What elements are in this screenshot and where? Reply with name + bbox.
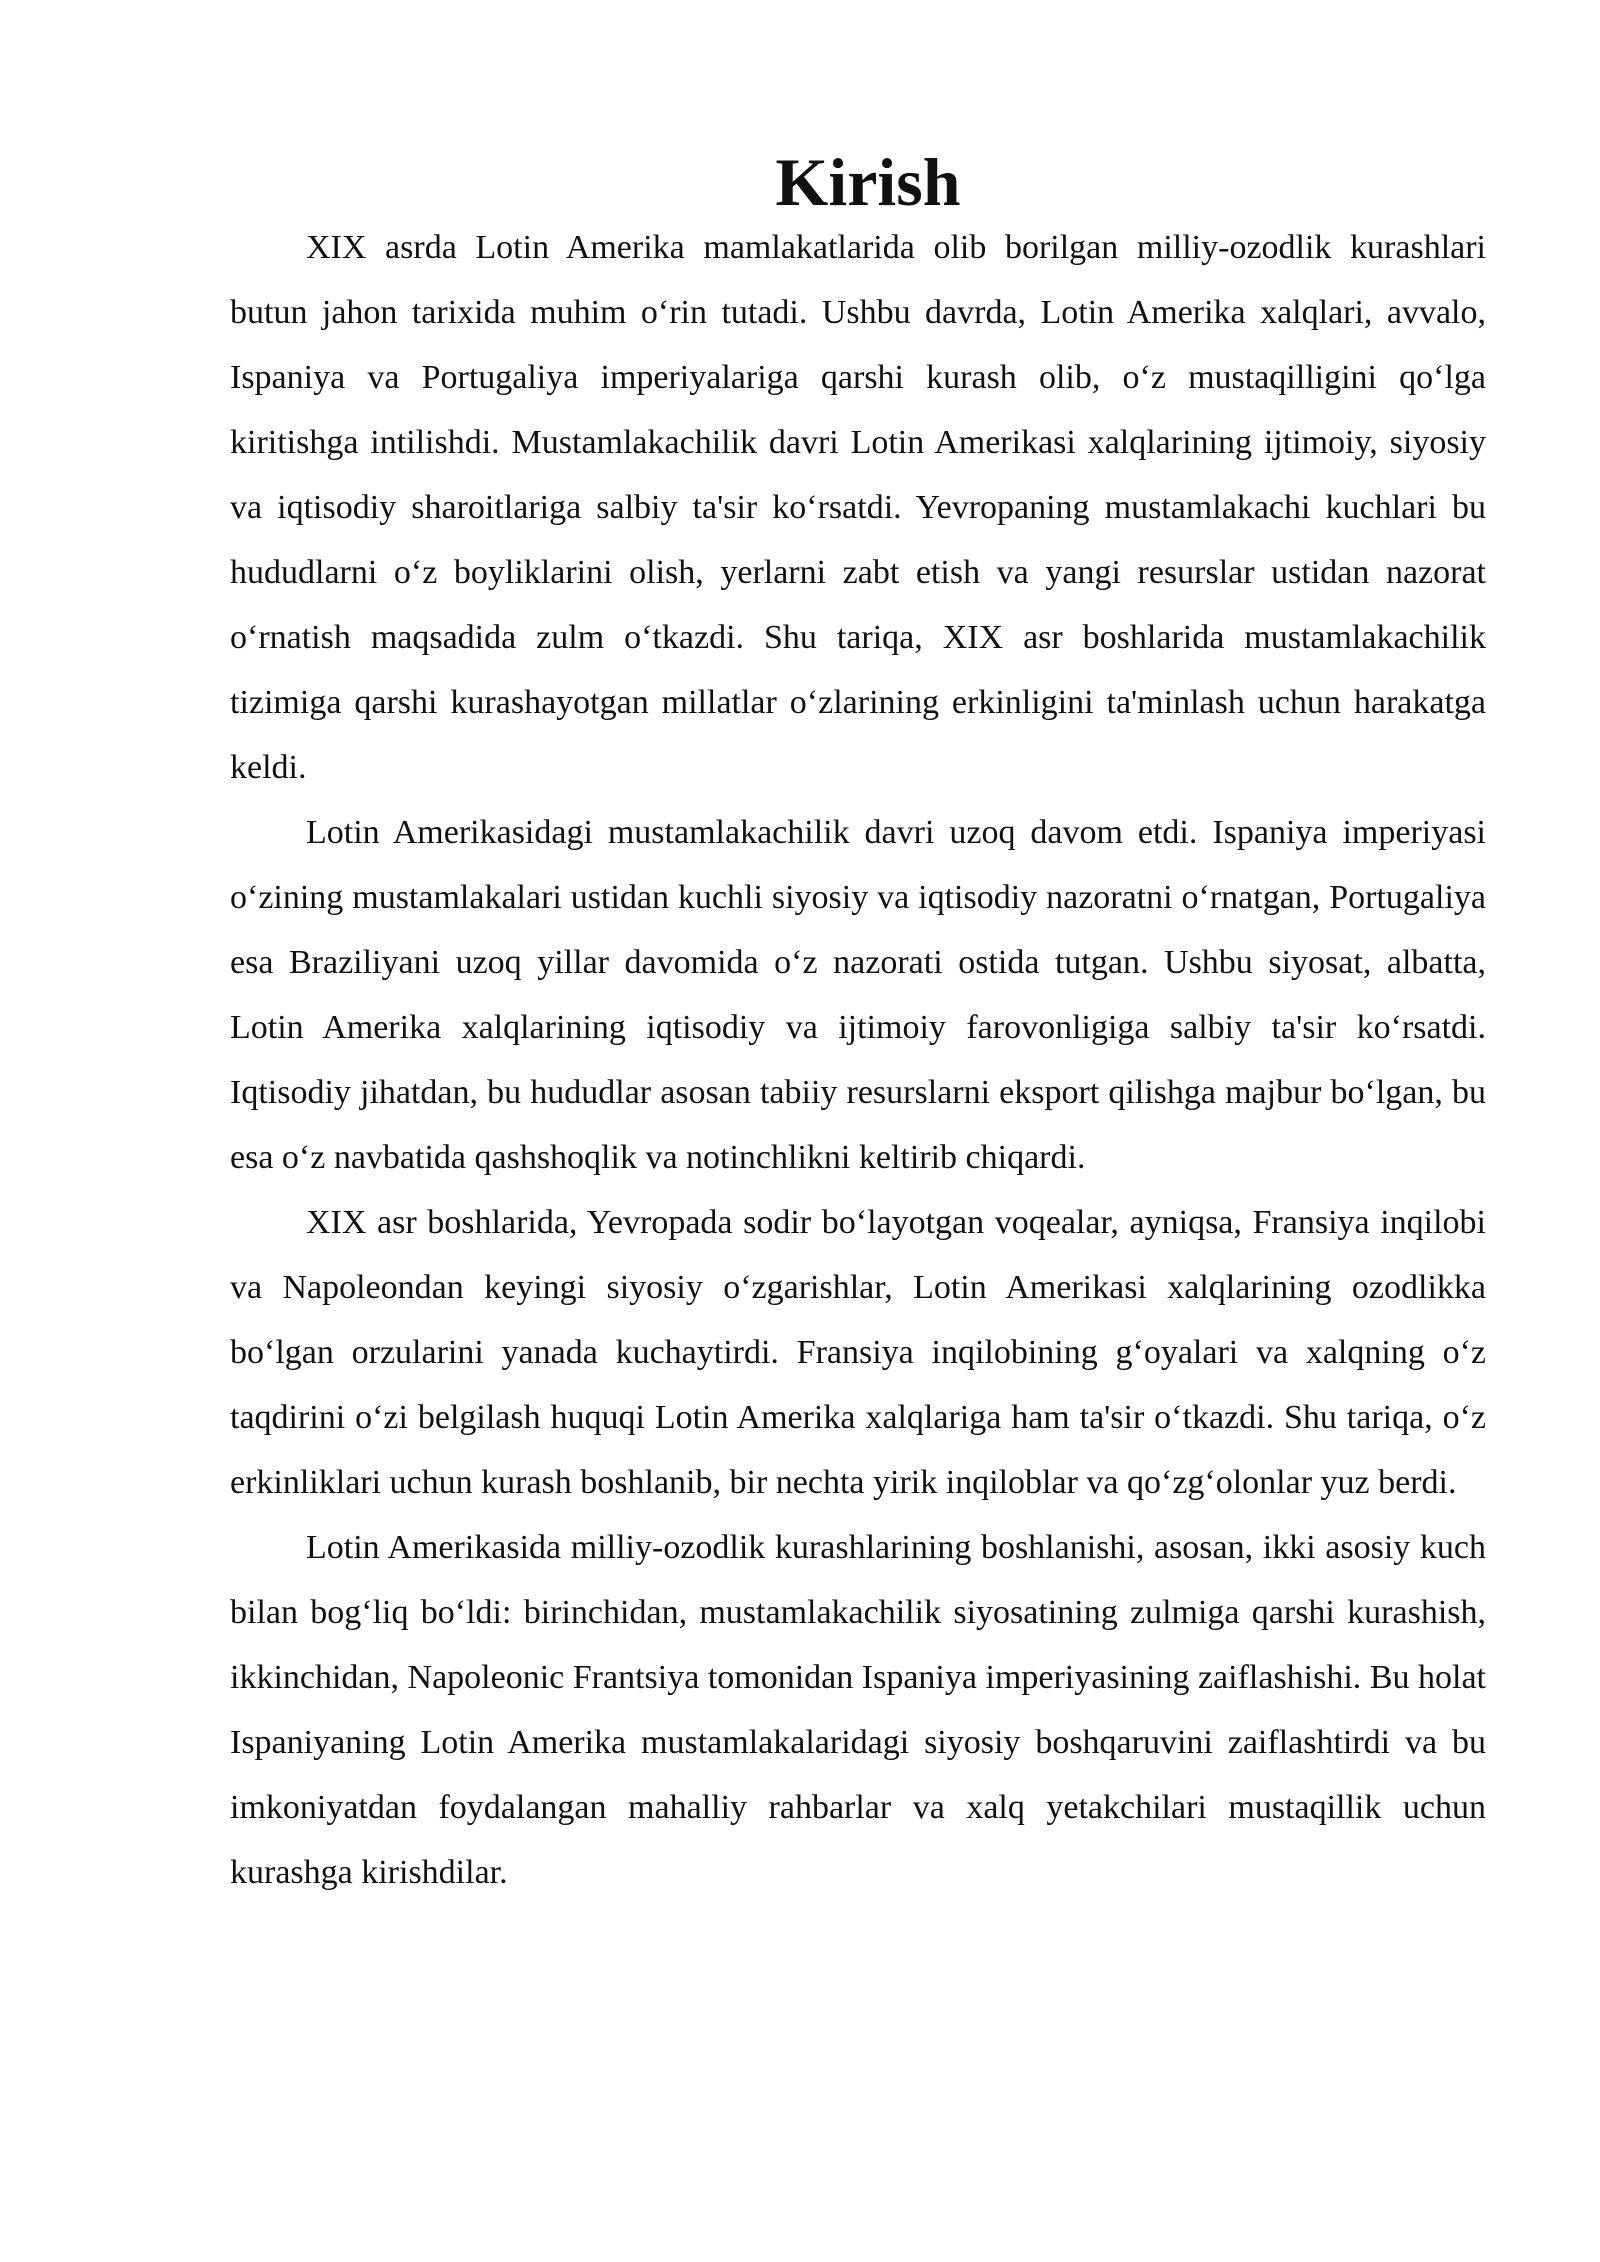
- document-page: [230, 144, 1486, 1905]
- paragraph-2: Lotin Amerikasidagi mustamlakachilik davri uzoq davom etdi. Ispaniya imperiyasi o‘zining mustamlakalari ustidan kuchli siyosiy va iqtisodiy nazoratni o‘rnatgan, Portugaliya esa Braziliyani uzoq yillar davomida o‘z nazorati ostida tutgan. Ushbu siyosat, albatta, Lotin Amerika xalqlarining iqtisodiy va ijtimoiy farovonligiga salbiy ta'sir ko‘rsatdi. Iqtisodiy jihatdan, bu hududlar asosan tabiiy resurslarni eksport qilishga majbur bo‘lgan, bu esa o‘z navbatida qashshoqlik va notinchlikni keltirib chiqardi.: [230, 814, 1486, 1176]
- paragraph-1: XIX asrda Lotin Amerika mamlakatlarida olib borilgan milliy-ozodlik kurashlari butun jahon tarixida muhim o‘rin tutadi. Ushbu davrda, Lotin Amerika xalqlari, avvalo, Ispaniya va Portugaliya imperiyalariga qarshi kurash olib, o‘z mustaqilligini qo‘lga kiritishga intilishdi. Mustamlakachilik davri Lotin Amerikasi xalqlarining ijtimoiy, siyosiy va iqtisodiy sharoitlariga salbiy ta'sir ko‘rsatdi. Yevropaning mustamlakachi kuchlari bu hududlarni o‘z boyliklarini olish, yerlarni zabt etish va yangi resurslar ustidan nazorat o‘rnatish maqsadida zulm o‘tkazdi. Shu tariqa, XIX asr boshlarida mustamlakachilik tizimiga qarshi kurashayotgan millatlar o‘zlarining erkinligini ta'minlash uchun harakatga keldi.: [230, 229, 1486, 786]
- paragraph-3: XIX asr boshlarida, Yevropada sodir bo‘layotgan voqealar, ayniqsa, Fransiya inqilobi va Napoleondan keyingi siyosiy o‘zgarishlar, Lotin Amerikasi xalqlarining ozodlikka bo‘lgan orzularini yanada kuchaytirdi. Fransiya inqilobining g‘oyalari va xalqning o‘z taqdirini o‘zi belgilash huquqi Lotin Amerika xalqlariga ham ta'sir o‘tkazdi. Shu tariqa, o‘z erkinliklari uchun kurash boshlanib, bir nechta yirik inqiloblar va qo‘zg‘olonlar yuz berdi.: [230, 1204, 1486, 1501]
- paragraph-4: Lotin Amerikasida milliy-ozodlik kurashlarining boshlanishi, asosan, ikki asosiy kuch bilan bog‘liq bo‘ldi: birinchidan, mustamlakachilik siyosatining zulmiga qarshi kurashish, ikkinchidan, Napoleonic Frantsiya tomonidan Ispaniya imperiyasining zaiflashishi. Bu holat Ispaniyaning Lotin Amerika mustamlakalaridagi siyosiy boshqaruvini zaiflashtirdi va bu imkoniyatdan foydalangan mahalliy rahbarlar va xalq yetakchilari mustaqillik uchun kurashga kirishdilar.: [230, 1529, 1486, 1891]
- page-title: Kirish: [775, 144, 961, 220]
